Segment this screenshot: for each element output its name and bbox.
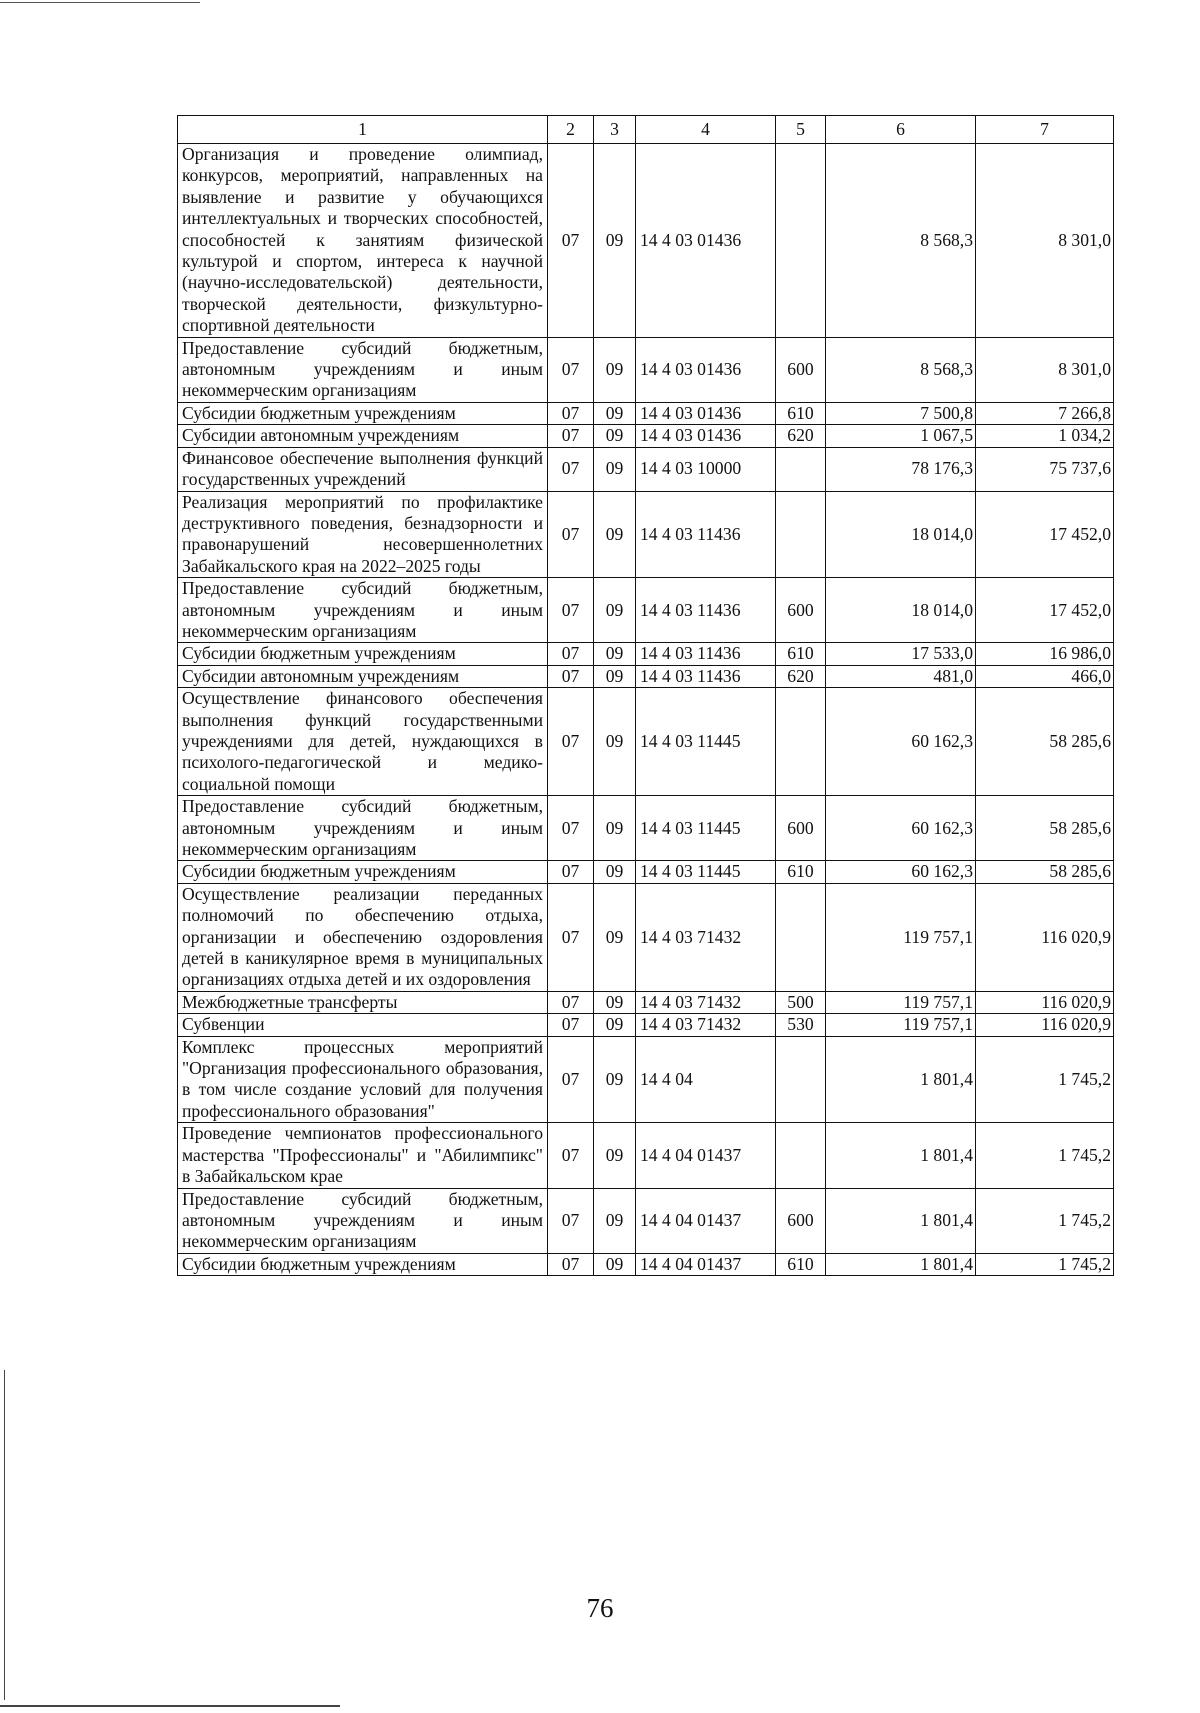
expense-type-cell: 530 xyxy=(776,1014,826,1036)
amount-year1-cell: 78 176,3 xyxy=(826,447,976,491)
target-article-cell: 14 4 04 01437 xyxy=(636,1123,776,1188)
scan-artifact-top xyxy=(0,2,200,3)
amount-year2-cell: 116 020,9 xyxy=(976,1014,1114,1036)
subsection-code-cell: 09 xyxy=(594,491,636,578)
section-code-cell: 07 xyxy=(548,1188,594,1253)
target-article-cell: 14 4 03 10000 xyxy=(636,447,776,491)
amount-year1-cell: 1 801,4 xyxy=(826,1036,976,1123)
table-row xyxy=(178,991,1114,1013)
amount-year1-cell: 119 757,1 xyxy=(826,883,976,991)
amount-year1-cell: 1 801,4 xyxy=(826,1123,976,1188)
section-code-cell: 07 xyxy=(548,578,594,643)
target-article-cell: 14 4 03 11445 xyxy=(636,861,776,883)
expense-type-cell: 600 xyxy=(776,578,826,643)
subsection-code-cell: 09 xyxy=(594,665,636,687)
header-col-6: 6 xyxy=(826,116,976,144)
target-article-cell: 14 4 03 71432 xyxy=(636,991,776,1013)
table-row xyxy=(178,1188,1114,1253)
target-article-cell: 14 4 03 71432 xyxy=(636,1014,776,1036)
amount-year1-cell: 18 014,0 xyxy=(826,491,976,578)
subsection-code-cell: 09 xyxy=(594,447,636,491)
amount-year2-cell: 58 285,6 xyxy=(976,861,1114,883)
expense-type-cell: 610 xyxy=(776,402,826,424)
table-row xyxy=(178,1253,1114,1275)
amount-year2-cell: 17 452,0 xyxy=(976,578,1114,643)
expense-name-cell: Комплекс процессных мероприятий "Организация профессионального образования, в том числе создание условий для получения профессионального образования" xyxy=(178,1036,548,1123)
amount-year2-cell: 1 745,2 xyxy=(976,1036,1114,1123)
section-code-cell: 07 xyxy=(548,491,594,578)
target-article-cell: 14 4 03 71432 xyxy=(636,883,776,991)
header-col-7: 7 xyxy=(976,116,1114,144)
amount-year1-cell: 60 162,3 xyxy=(826,796,976,861)
section-code-cell: 07 xyxy=(548,883,594,991)
expense-type-cell xyxy=(776,1123,826,1188)
subsection-code-cell: 09 xyxy=(594,337,636,402)
expense-type-cell xyxy=(776,447,826,491)
subsection-code-cell: 09 xyxy=(594,643,636,665)
target-article-cell: 14 4 03 11445 xyxy=(636,688,776,796)
section-code-cell: 07 xyxy=(548,1036,594,1123)
amount-year1-cell: 17 533,0 xyxy=(826,643,976,665)
subsection-code-cell: 09 xyxy=(594,1123,636,1188)
expense-type-cell xyxy=(776,144,826,338)
expense-type-cell: 600 xyxy=(776,337,826,402)
table-row xyxy=(178,578,1114,643)
subsection-code-cell: 09 xyxy=(594,883,636,991)
table-row xyxy=(178,1123,1114,1188)
amount-year2-cell: 7 266,8 xyxy=(976,402,1114,424)
amount-year2-cell: 116 020,9 xyxy=(976,991,1114,1013)
header-col-1: 1 xyxy=(178,116,548,144)
table-row xyxy=(178,665,1114,687)
table-row xyxy=(178,861,1114,883)
section-code-cell: 07 xyxy=(548,796,594,861)
expense-type-cell xyxy=(776,883,826,991)
subsection-code-cell: 09 xyxy=(594,425,636,447)
section-code-cell: 07 xyxy=(548,402,594,424)
table-header-row xyxy=(178,116,1114,144)
amount-year2-cell: 17 452,0 xyxy=(976,491,1114,578)
expense-type-cell: 600 xyxy=(776,796,826,861)
section-code-cell: 07 xyxy=(548,665,594,687)
subsection-code-cell: 09 xyxy=(594,861,636,883)
subsection-code-cell: 09 xyxy=(594,1014,636,1036)
subsection-code-cell: 09 xyxy=(594,796,636,861)
expense-name-cell: Финансовое обеспечение выполнения функций государственных учреждений xyxy=(178,447,548,491)
table-row xyxy=(178,447,1114,491)
target-article-cell: 14 4 03 11436 xyxy=(636,578,776,643)
subsection-code-cell: 09 xyxy=(594,688,636,796)
header-col-5: 5 xyxy=(776,116,826,144)
expense-type-cell xyxy=(776,1036,826,1123)
expense-name-cell: Субсидии бюджетным учреждениям xyxy=(178,402,548,424)
table-row xyxy=(178,796,1114,861)
expense-type-cell: 610 xyxy=(776,861,826,883)
target-article-cell: 14 4 03 01436 xyxy=(636,425,776,447)
header-col-4: 4 xyxy=(636,116,776,144)
amount-year2-cell: 1 745,2 xyxy=(976,1253,1114,1275)
amount-year1-cell: 18 014,0 xyxy=(826,578,976,643)
section-code-cell: 07 xyxy=(548,447,594,491)
header-col-2: 2 xyxy=(548,116,594,144)
amount-year1-cell: 8 568,3 xyxy=(826,337,976,402)
expense-name-cell: Предоставление субсидий бюджетным, автономным учреждениям и иным некоммерческим организациям xyxy=(178,796,548,861)
expense-name-cell: Субсидии автономным учреждениям xyxy=(178,665,548,687)
amount-year2-cell: 8 301,0 xyxy=(976,144,1114,338)
section-code-cell: 07 xyxy=(548,1014,594,1036)
page-number: 76 xyxy=(586,1593,614,1623)
header-col-3: 3 xyxy=(594,116,636,144)
amount-year1-cell: 119 757,1 xyxy=(826,1014,976,1036)
subsection-code-cell: 09 xyxy=(594,578,636,643)
section-code-cell: 07 xyxy=(548,688,594,796)
expense-name-cell: Предоставление субсидий бюджетным, автономным учреждениям и иным некоммерческим организациям xyxy=(178,337,548,402)
amount-year2-cell: 116 020,9 xyxy=(976,883,1114,991)
subsection-code-cell: 09 xyxy=(594,1188,636,1253)
expense-type-cell xyxy=(776,688,826,796)
section-code-cell: 07 xyxy=(548,861,594,883)
expense-type-cell: 610 xyxy=(776,1253,826,1275)
amount-year2-cell: 75 737,6 xyxy=(976,447,1114,491)
amount-year1-cell: 1 067,5 xyxy=(826,425,976,447)
target-article-cell: 14 4 03 11436 xyxy=(636,491,776,578)
amount-year1-cell: 60 162,3 xyxy=(826,688,976,796)
table-row xyxy=(178,1014,1114,1036)
table-row xyxy=(178,883,1114,991)
amount-year1-cell: 1 801,4 xyxy=(826,1253,976,1275)
table-row xyxy=(178,402,1114,424)
target-article-cell: 14 4 03 01436 xyxy=(636,337,776,402)
expense-type-cell: 610 xyxy=(776,643,826,665)
table-row xyxy=(178,688,1114,796)
section-code-cell: 07 xyxy=(548,144,594,338)
scan-artifact-bottom xyxy=(0,1705,340,1707)
expense-name-cell: Субсидии бюджетным учреждениям xyxy=(178,861,548,883)
expense-name-cell: Межбюджетные трансферты xyxy=(178,991,548,1013)
target-article-cell: 14 4 04 01437 xyxy=(636,1188,776,1253)
subsection-code-cell: 09 xyxy=(594,991,636,1013)
expense-name-cell: Реализация мероприятий по профилактике деструктивного поведения, безнадзорности и правонарушений несовершеннолетних Забайкальского края на 2022–2025 годы xyxy=(178,491,548,578)
amount-year2-cell: 1 745,2 xyxy=(976,1188,1114,1253)
amount-year1-cell: 8 568,3 xyxy=(826,144,976,338)
section-code-cell: 07 xyxy=(548,991,594,1013)
amount-year2-cell: 16 986,0 xyxy=(976,643,1114,665)
expense-name-cell: Предоставление субсидий бюджетным, автономным учреждениям и иным некоммерческим организациям xyxy=(178,578,548,643)
amount-year2-cell: 1 034,2 xyxy=(976,425,1114,447)
expense-name-cell: Осуществление реализации переданных полномочий по обеспечению отдыха, организации и обеспечению оздоровления детей в каникулярное время в муниципальных организациях отдыха детей и их оздоровления xyxy=(178,883,548,991)
budget-table xyxy=(177,115,1114,1276)
table-row xyxy=(178,425,1114,447)
amount-year1-cell: 481,0 xyxy=(826,665,976,687)
amount-year1-cell: 1 801,4 xyxy=(826,1188,976,1253)
target-article-cell: 14 4 04 01437 xyxy=(636,1253,776,1275)
amount-year2-cell: 58 285,6 xyxy=(976,796,1114,861)
section-code-cell: 07 xyxy=(548,337,594,402)
amount-year1-cell: 7 500,8 xyxy=(826,402,976,424)
subsection-code-cell: 09 xyxy=(594,1036,636,1123)
subsection-code-cell: 09 xyxy=(594,144,636,338)
amount-year2-cell: 1 745,2 xyxy=(976,1123,1114,1188)
expense-name-cell: Осуществление финансового обеспечения выполнения функций государственными учреждениями для детей, нуждающихся в психолого-педагогической и медико-социальной помощи xyxy=(178,688,548,796)
expense-type-cell: 620 xyxy=(776,665,826,687)
expense-name-cell: Предоставление субсидий бюджетным, автономным учреждениям и иным некоммерческим организациям xyxy=(178,1188,548,1253)
expense-name-cell: Проведение чемпионатов профессионального мастерства "Профессионалы" и "Абилимпикс" в Забайкальском крае xyxy=(178,1123,548,1188)
table-row xyxy=(178,337,1114,402)
expense-type-cell: 500 xyxy=(776,991,826,1013)
target-article-cell: 14 4 03 01436 xyxy=(636,144,776,338)
amount-year2-cell: 466,0 xyxy=(976,665,1114,687)
subsection-code-cell: 09 xyxy=(594,1253,636,1275)
expense-name-cell: Организация и проведение олимпиад, конкурсов, мероприятий, направленных на выявление и развитие у обучающихся интеллектуальных и творческих способностей, способностей к занятиям физической культурой и спортом, интереса к научной (научно-исследовательской) деятельности, творческой деятельности, физкультурно-спортивной деятельности xyxy=(178,144,548,338)
amount-year2-cell: 58 285,6 xyxy=(976,688,1114,796)
expense-type-cell xyxy=(776,491,826,578)
section-code-cell: 07 xyxy=(548,1123,594,1188)
target-article-cell: 14 4 04 xyxy=(636,1036,776,1123)
expense-name-cell: Субсидии бюджетным учреждениям xyxy=(178,643,548,665)
subsection-code-cell: 09 xyxy=(594,402,636,424)
expense-name-cell: Субвенции xyxy=(178,1014,548,1036)
section-code-cell: 07 xyxy=(548,1253,594,1275)
scan-artifact-left xyxy=(4,1370,5,1700)
amount-year1-cell: 60 162,3 xyxy=(826,861,976,883)
table-row xyxy=(178,491,1114,578)
table-row xyxy=(178,1036,1114,1123)
target-article-cell: 14 4 03 11445 xyxy=(636,796,776,861)
section-code-cell: 07 xyxy=(548,643,594,665)
expense-name-cell: Субсидии автономным учреждениям xyxy=(178,425,548,447)
expense-name-cell: Субсидии бюджетным учреждениям xyxy=(178,1253,548,1275)
amount-year1-cell: 119 757,1 xyxy=(826,991,976,1013)
expense-type-cell: 620 xyxy=(776,425,826,447)
table-row xyxy=(178,144,1114,338)
table-row xyxy=(178,643,1114,665)
amount-year2-cell: 8 301,0 xyxy=(976,337,1114,402)
section-code-cell: 07 xyxy=(548,425,594,447)
target-article-cell: 14 4 03 01436 xyxy=(636,402,776,424)
expense-type-cell: 600 xyxy=(776,1188,826,1253)
target-article-cell: 14 4 03 11436 xyxy=(636,665,776,687)
target-article-cell: 14 4 03 11436 xyxy=(636,643,776,665)
